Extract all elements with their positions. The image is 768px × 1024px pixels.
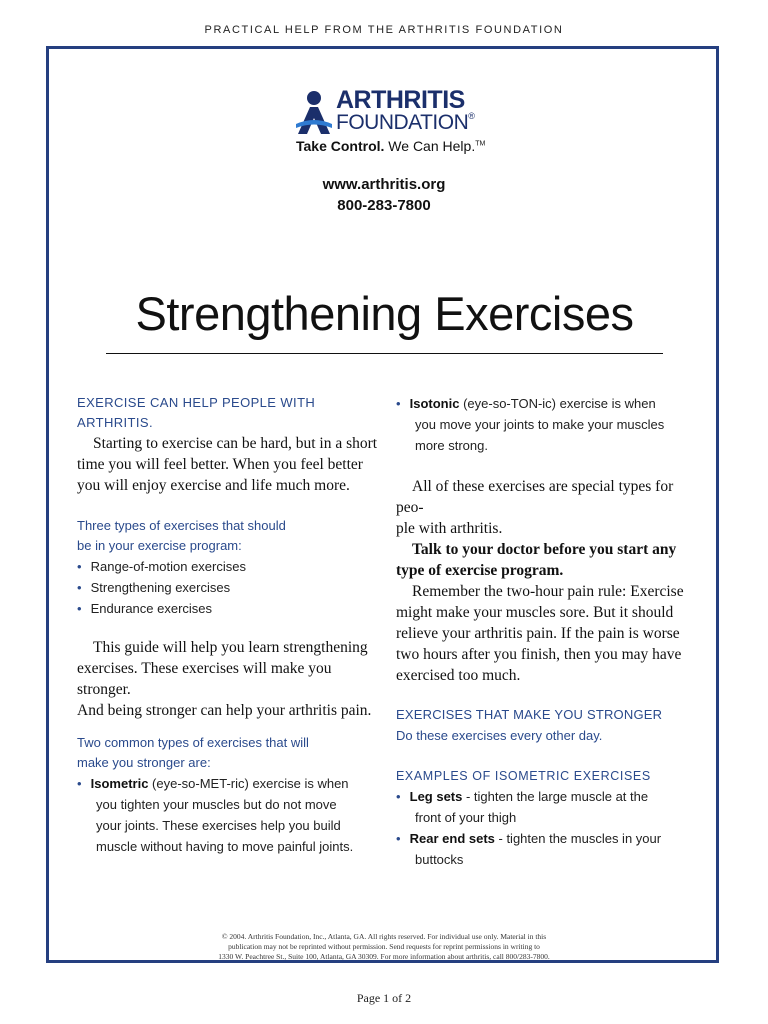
- logo-text-arthritis: ARTHRITIS: [336, 86, 465, 114]
- heading-exercises-stronger: EXERCISES THAT MAKE YOU STRONGER: [396, 707, 663, 722]
- heading-exercise-help: EXERCISE CAN HELP PEOPLE WITH ARTHRITIS.: [77, 395, 316, 430]
- every-other-day-note: Do these exercises every other day.: [396, 728, 603, 743]
- list-item: • Leg sets - tighten the large muscle at the: [396, 789, 649, 804]
- guide-paragraph: This guide will help you learn strengthening exercises. These exercises will make you stronger. And being stronger can help your arthritis pain.: [77, 639, 372, 719]
- exercise-types-list: [77, 556, 387, 619]
- page-number: Page 1 of 2: [356, 991, 412, 1005]
- logo-text-foundation: FOUNDATION®: [336, 111, 475, 134]
- list-item: • Strengthening exercises: [77, 580, 231, 595]
- website-link[interactable]: www.arthritis.org: [322, 176, 446, 193]
- doctor-warning: Talk to your doctor before you start any: [412, 541, 677, 558]
- arthritis-foundation-logo-icon: [296, 90, 332, 136]
- heading-two-types: Two common types of exercises that will make you stronger are:: [77, 735, 309, 770]
- isotonic-item: • Isotonic (eye-so-TON-ic) exercise is when you move your joints to make your muscles more strong.: [396, 396, 665, 453]
- heading-three-types: Three types of exercises that should be in your exercise program:: [77, 518, 286, 553]
- heading-isometric-examples: EXAMPLES OF ISOMETRIC EXERCISES: [396, 769, 651, 783]
- top-line: PRACTICAL HELP FROM THE ARTHRITIS FOUNDATION: [204, 24, 564, 36]
- list-item: • Endurance exercises: [77, 601, 213, 616]
- isometric-item: • Isometric (eye-so-MET-ric) exercise is when you tighten your muscles but do not move your joints. These exercises help you build muscle without having to move painful joints.: [77, 776, 354, 854]
- list-item: • Rear end sets - tighten the muscles in your: [396, 831, 662, 846]
- list-item: • Range-of-motion exercises: [77, 559, 246, 574]
- special-types-paragraph: All of these exercises are special types for peo- ple with arthritis. Talk to your doctor before you start any type of exercise program. Remember the two-hour pain rule: Exercise might make your muscles sore. But it should relieve your arthritis pain. If the pain is worse two hours after you finish, then you may have exercised too much.: [396, 478, 684, 684]
- title-rule: [106, 353, 663, 354]
- phone-number: 800-283-7800: [337, 197, 431, 214]
- registered-mark: ®: [468, 111, 475, 121]
- page-title: Strengthening Exercises: [135, 287, 634, 340]
- copyright-footer: © 2004. Arthritis Foundation, Inc., Atlanta, GA. All rights reserved. For individual use only. Material in this publication may not be reprinted without permission. Send requests for reprint permissions in writing to 1330 W. Peachtree St., Suite 100, Atlanta, GA 30309. For more information about arthritis, call 800/283-7800.: [218, 932, 550, 961]
- isometric-examples-list: • Leg sets - tighten the large muscle at the front of your thigh • Rear end sets - tighten the muscles in your buttocks: [396, 786, 701, 870]
- logo-tagline: Take Control. We Can Help.™: [296, 138, 486, 154]
- intro-paragraph: Starting to exercise can be hard, but in a short time you will feel better. When you feel better you will enjoy exercise and life much more.: [77, 435, 378, 494]
